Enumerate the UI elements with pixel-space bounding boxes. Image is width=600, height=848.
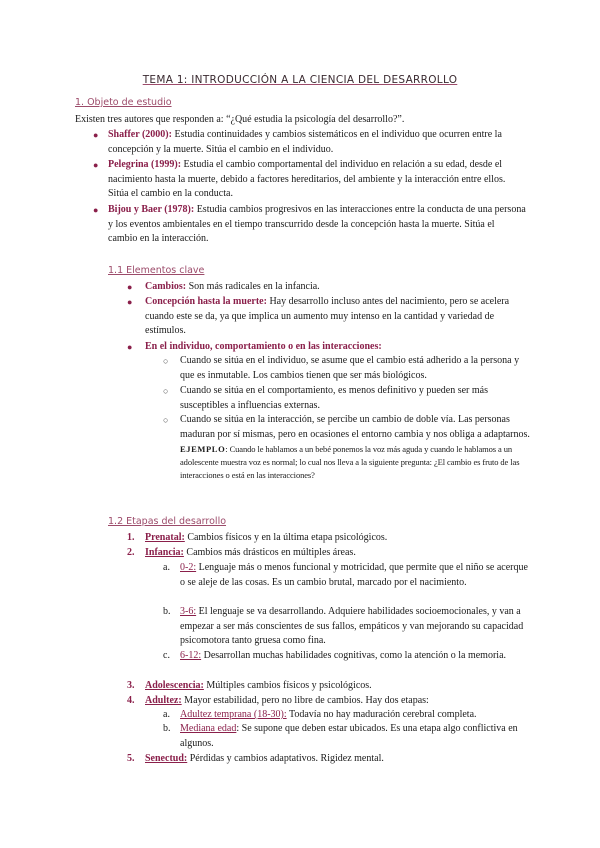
key-element-name: Cambios: — [145, 281, 187, 292]
substage-letter: c. — [163, 650, 170, 661]
author-item — [108, 128, 526, 157]
key-element-name: En el individuo, comportamiento o en las interacciones: — [145, 341, 382, 352]
substage-item — [180, 708, 530, 723]
subitem — [180, 413, 530, 442]
substage-text: Lenguaje más o menos funcional y motricidad, que permite que el niño se acerque o se aleje de las cosas. Es un cambio brutal, marcado por el nacimiento. — [180, 562, 528, 588]
key-element-item — [145, 295, 530, 339]
stage-text: Mayor estabilidad, pero no libre de cambios. Hay dos etapas: — [184, 695, 429, 706]
bullet-icon: ● — [93, 160, 99, 170]
substage-item — [180, 649, 530, 664]
bullet-icon: ● — [93, 205, 99, 215]
subitem-text: Cuando se sitúa en la interacción, se percibe un cambio de doble vía. Las personas maduran por sí mismas, pero en ocasiones el entorno cambia y nos obliga a adaptarnos. — [180, 414, 530, 440]
stage-number: 3. — [127, 680, 135, 691]
author-item — [108, 158, 526, 202]
substage-label: 3-6: — [180, 606, 197, 617]
circle-bullet-icon: ○ — [163, 386, 169, 396]
bullet-icon: ● — [127, 297, 133, 307]
stage-item — [145, 694, 530, 709]
example-note — [180, 443, 530, 482]
substage-letter: b. — [163, 606, 171, 617]
key-element-text: Hay desarrollo incluso antes del nacimiento, pero se acelera cuando este se da, ya que implica un aumento muy intenso en la cantidad y variedad de estímulos. — [145, 296, 510, 336]
stage-item — [145, 752, 530, 767]
section-intro: Existen tres autores que responden a: “¿Qué estudia la psicología del desarrollo?”. — [75, 114, 405, 125]
stage-name: Adultez: — [145, 695, 182, 706]
substage-text: Desarrollan muchas habilidades cognitivas, como la atención o la memoria. — [201, 650, 507, 661]
key-element-text: Son más radicales en la infancia. — [188, 281, 320, 292]
stage-number: 1. — [127, 532, 135, 543]
stage-item — [145, 546, 530, 561]
circle-bullet-icon: ○ — [163, 415, 169, 425]
stage-number: 2. — [127, 547, 135, 558]
key-element-item — [145, 280, 530, 295]
stage-item — [145, 531, 530, 546]
key-element-item — [145, 340, 530, 355]
substage-label: 0-2: — [180, 562, 197, 573]
substage-label: Mediana edad — [180, 723, 237, 734]
stage-item — [145, 679, 530, 694]
substage-text: Todavía no hay maduración cerebral completa. — [286, 709, 477, 720]
author-name: Bijou y Baer (1978): — [108, 204, 195, 215]
stage-text: Múltiples cambios físicos y psicológicos. — [206, 680, 372, 691]
substage-text: : Se supone que deben estar ubicados. Es una etapa algo conflictiva en algunos. — [180, 723, 518, 749]
author-text: Estudia cambios progresivos en las interacciones entre la conducta de una persona y los eventos ambientales en el tiempo transcurrido desde la concepción hasta la muerte. Sitúa el cambio en la interacción. — [108, 204, 526, 244]
stage-number: 5. — [127, 753, 135, 764]
stage-text: Cambios físicos y en la última etapa psicológicos. — [187, 532, 388, 543]
subitem: Cuando se sitúa en el comportamiento, es menos definitivo y pueden ser más susceptibles a influencias externas. — [180, 385, 488, 411]
stage-name: Infancia: — [145, 547, 184, 558]
author-text: Estudia el cambio comportamental del individuo en relación a su edad, desde el nacimiento hasta la muerte, debido a factores hereditarios, del ambiente y la interacción entre ellos. Sitúa el cambio en la conducta. — [108, 159, 506, 199]
stage-text: Cambios más drásticos en múltiples áreas. — [186, 547, 356, 558]
key-element-name: Concepción hasta la muerte: — [145, 296, 267, 307]
bullet-icon: ● — [127, 342, 133, 352]
section-heading-etapas: 1.2 Etapas del desarrollo — [108, 516, 227, 527]
page-title: TEMA 1: INTRODUCCIÓN A LA CIENCIA DEL DESARROLLO — [142, 74, 458, 86]
stage-name: Senectud: — [145, 753, 188, 764]
substage-text: El lenguaje se va desarrollando. Adquiere habilidades socioemocionales, y van a empezar a ser más conscientes de sus fallos, empáticos y van mejorando su capacidad psicomotora tanto gruesa como fina. — [180, 606, 524, 646]
substage-letter: a. — [163, 709, 170, 720]
example-label: EJEMPLO — [180, 444, 226, 454]
substage-label: 6-12: — [180, 650, 202, 661]
author-name: Shaffer (2000): — [108, 129, 172, 140]
substage-letter: a. — [163, 562, 170, 573]
example-text: : Cuando le hablamos a un bebé ponemos la voz más aguda y cuando le hablamos a un adolescente muestra voz es normal; lo cual nos lleva a la siguiente pregunta: ¿El cambio es fruto de las interacciones o está en las interacciones? — [180, 444, 520, 480]
author-item — [108, 203, 526, 247]
stage-number: 4. — [127, 695, 135, 706]
circle-bullet-icon: ○ — [163, 356, 169, 366]
author-name: Pelegrina (1999): — [108, 159, 182, 170]
stage-name: Prenatal: — [145, 532, 185, 543]
subitem: Cuando se sitúa en el individuo, se asume que el cambio está adherido a la persona y que es inmutable. Los cambios tienen que ser más biológicos. — [180, 355, 520, 381]
stage-name: Adolescencia: — [145, 680, 204, 691]
section-heading-elementos: 1.1 Elementos clave — [108, 265, 205, 276]
bullet-icon: ● — [127, 282, 133, 292]
substage-label: Adultez temprana (18-30): — [180, 709, 287, 720]
substage-item — [180, 605, 530, 649]
substage-item — [180, 722, 530, 751]
author-text: Estudia continuidades y cambios sistemáticos en el individuo que ocurren entre la concepción y la muerte. Sitúa el cambio en el individuo. — [108, 129, 502, 155]
substage-letter: b. — [163, 723, 171, 734]
bullet-icon: ● — [93, 130, 99, 140]
section-heading-objeto: 1. Objeto de estudio — [75, 97, 172, 108]
stage-text: Pérdidas y cambios adaptativos. Rigidez mental. — [189, 753, 384, 764]
substage-item — [180, 561, 530, 590]
